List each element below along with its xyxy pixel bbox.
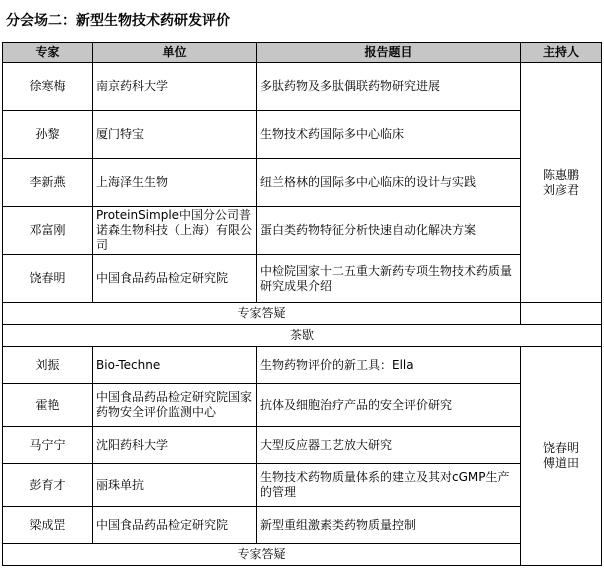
expert-name: 邓富刚 <box>3 207 93 255</box>
unit-name: 上海泽生生物 <box>93 159 257 207</box>
table-row <box>3 255 602 303</box>
unit-name: 中国食品药品检定研究院 <box>93 255 257 303</box>
expert-name: 李新燕 <box>3 159 93 207</box>
expert-name: 梁成罡 <box>3 507 93 544</box>
host-name: 陈惠鹏 <box>542 167 579 182</box>
session1-hosts <box>521 63 602 303</box>
expert-name: 孙黎 <box>3 111 93 159</box>
host-name: 傅道田 <box>542 456 579 470</box>
header-row <box>3 43 602 63</box>
table-row <box>3 347 602 384</box>
report-topic: 抗体及细胞治疗产品的安全评价研究 <box>257 384 521 427</box>
unit-name: ProteinSimple中国分公司普诺森生物科技（上海）有限公司 <box>93 207 257 255</box>
report-topic: 生物药物评价的新工具：Ella <box>257 347 521 384</box>
unit-name: 丽珠单抗 <box>93 464 257 507</box>
report-topic: 新型重组激素类药物质量控制 <box>257 507 521 544</box>
session2-hosts <box>521 347 602 566</box>
unit-name: 中国食品药品检定研究院 <box>93 507 257 544</box>
unit-name: 沈阳药科大学 <box>93 427 257 464</box>
expert-name: 马宁宁 <box>3 427 93 464</box>
report-topic: 生物技术药物质量体系的建立及其对cGMP生产的管理 <box>257 464 521 507</box>
expert-name: 彭育才 <box>3 464 93 507</box>
header-topic: 报告题目 <box>257 43 521 63</box>
expert-name: 霍艳 <box>3 384 93 427</box>
expert-name: 刘振 <box>3 347 93 384</box>
host-name: 刘彦君 <box>542 182 579 197</box>
unit-name: 南京药科大学 <box>93 63 257 111</box>
table-row <box>3 507 602 544</box>
empty-cell <box>521 303 602 325</box>
unit-name: Bio-Techne <box>93 347 257 384</box>
unit-name: 中国食品药品检定研究院国家药物安全评价监测中心 <box>93 384 257 427</box>
tea-break-label: 茶歇 <box>3 325 602 347</box>
qa-row <box>3 544 602 566</box>
header-unit: 单位 <box>93 43 257 63</box>
report-topic: 蛋白类药物特征分析快速自动化解决方案 <box>257 207 521 255</box>
report-topic: 多肽药物及多肽偶联药物研究进展 <box>257 63 521 111</box>
qa-label: 专家答疑 <box>3 303 521 325</box>
header-host: 主持人 <box>521 43 602 63</box>
table-row <box>3 427 602 464</box>
report-topic: 大型反应器工艺放大研究 <box>257 427 521 464</box>
report-topic: 纽兰格林的国际多中心临床的设计与实践 <box>257 159 521 207</box>
table-row <box>3 111 602 159</box>
qa-label: 专家答疑 <box>3 544 521 566</box>
unit-name: 厦门特宝 <box>93 111 257 159</box>
schedule-table <box>2 42 602 566</box>
expert-name: 饶春明 <box>3 255 93 303</box>
table-row <box>3 207 602 255</box>
table-row <box>3 63 602 111</box>
report-topic: 中检院国家十二五重大新药专项生物技术药质量研究成果介绍 <box>257 255 521 303</box>
table-row <box>3 464 602 507</box>
expert-name: 徐寒梅 <box>3 63 93 111</box>
table-row <box>3 384 602 427</box>
break-row <box>3 325 602 347</box>
qa-row <box>3 303 602 325</box>
page-title: 分会场二：新型生物技术药研发评价 <box>6 13 230 29</box>
header-expert: 专家 <box>3 43 93 63</box>
host-name: 饶春明 <box>542 441 579 455</box>
report-topic: 生物技术药国际多中心临床 <box>257 111 521 159</box>
table-row <box>3 159 602 207</box>
